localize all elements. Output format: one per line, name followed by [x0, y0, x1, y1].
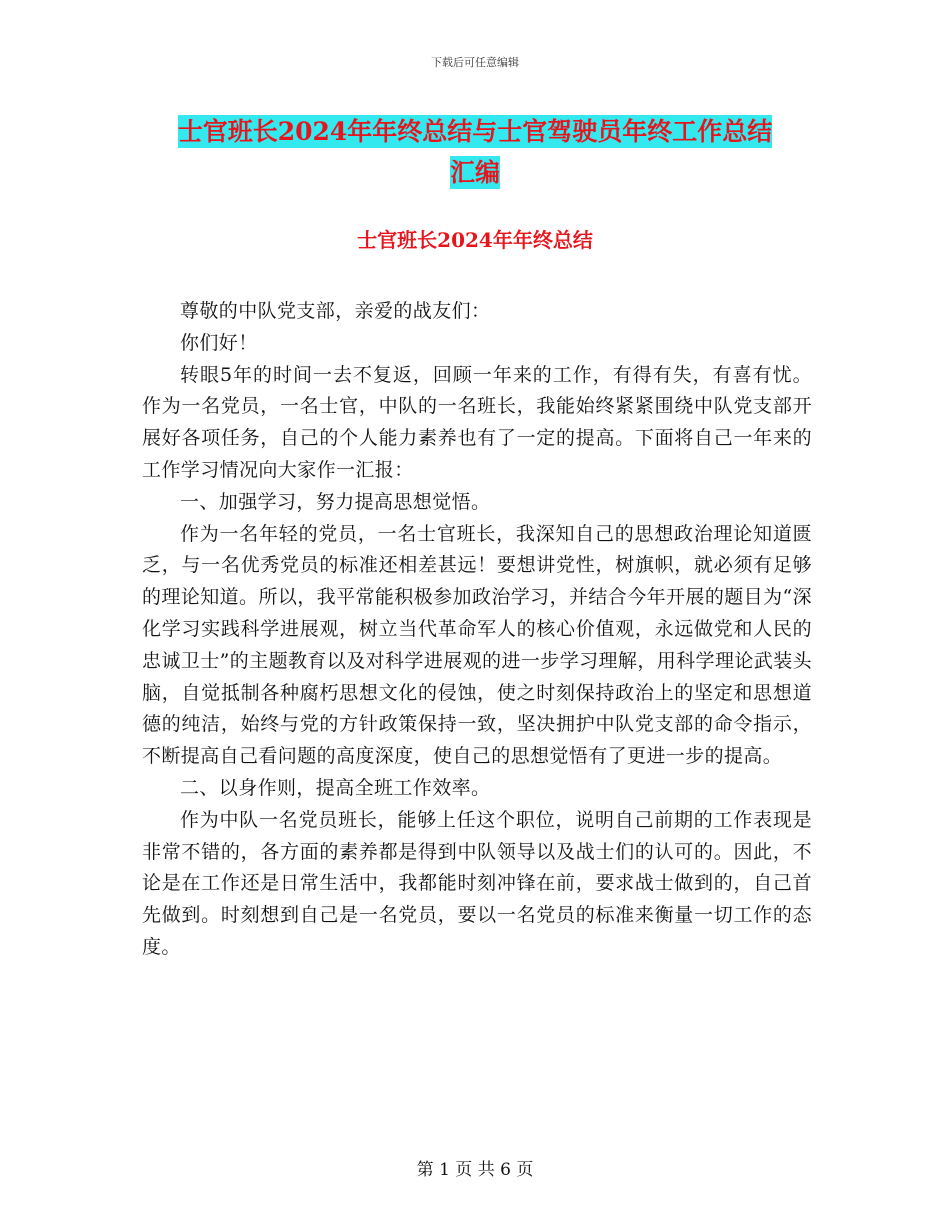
header-note: 下载后可任意编辑 — [431, 56, 519, 69]
section-title: 士官班长2024年年终总结 — [357, 228, 593, 252]
heading-two: 二、以身作则，提高全班工作效率。 — [180, 776, 491, 799]
document-title — [0, 111, 950, 193]
intro-paragraph: 转眼5年的时间一去不复返，回顾一年来的工作，有得有失，有喜有忧。作为一名党员，一名士官，中队的一名班长，我能始终紧紧围绕中队党支部开展好各项任务，自己的个人能力素养也有了一定的提高。下面将自己一年来的工作学习情况向大家作一汇报： — [142, 363, 812, 481]
paragraph-example: 作为中队一名党员班长，能够上任这个职位，说明自己前期的工作表现是非常不错的，各方面的素养都是得到中队领导以及战士们的认可的。因此，不论是在工作还是日常生活中，我都能时刻冲锋在前，要求战士做到的，自己首先做到。时刻想到自己是一名党员，要以一名党员的标准来衡量一切工作的态度。 — [142, 808, 812, 958]
salutation: 尊敬的中队党支部，亲爱的战友们： — [180, 300, 491, 322]
document-title-line-1: 士官班长2024年年终总结与士官驾驶员年终工作总结 — [177, 117, 773, 146]
document-body — [142, 296, 812, 964]
paragraph-study: 作为一名年轻的党员，一名士官班长，我深知自己的思想政治理论知道匮乏，与一名优秀党员的标准还相差甚远！要想讲党性，树旗帜，就必须有足够的理论知道。所以，我平常能积极参加政治学习，并结合今年开展的题目为“深化学习实践科学进展观，树立当代革命军人的核心价值观，永远做党和人民的忠诚卫士”的主题教育以及对科学进展观的进一步学习理解，用科学理论武装头脑，自觉抵制各种腐朽思想文化的侵蚀，使之时刻保持政治上的坚定和思想道德的纯洁，始终与党的方针政策保持一致，坚决拥护中队党支部的命令指示，不断提高自己看问题的高度深度，使自己的思想觉悟有了更进一步的提高。 — [142, 522, 812, 768]
heading-one: 一、加强学习，努力提高思想觉悟。 — [180, 490, 491, 513]
document-title-line-2: 汇编 — [449, 158, 500, 187]
page-number-footer: 第 1 页 共 6 页 — [416, 1160, 534, 1180]
greeting: 你们好！ — [180, 331, 258, 354]
